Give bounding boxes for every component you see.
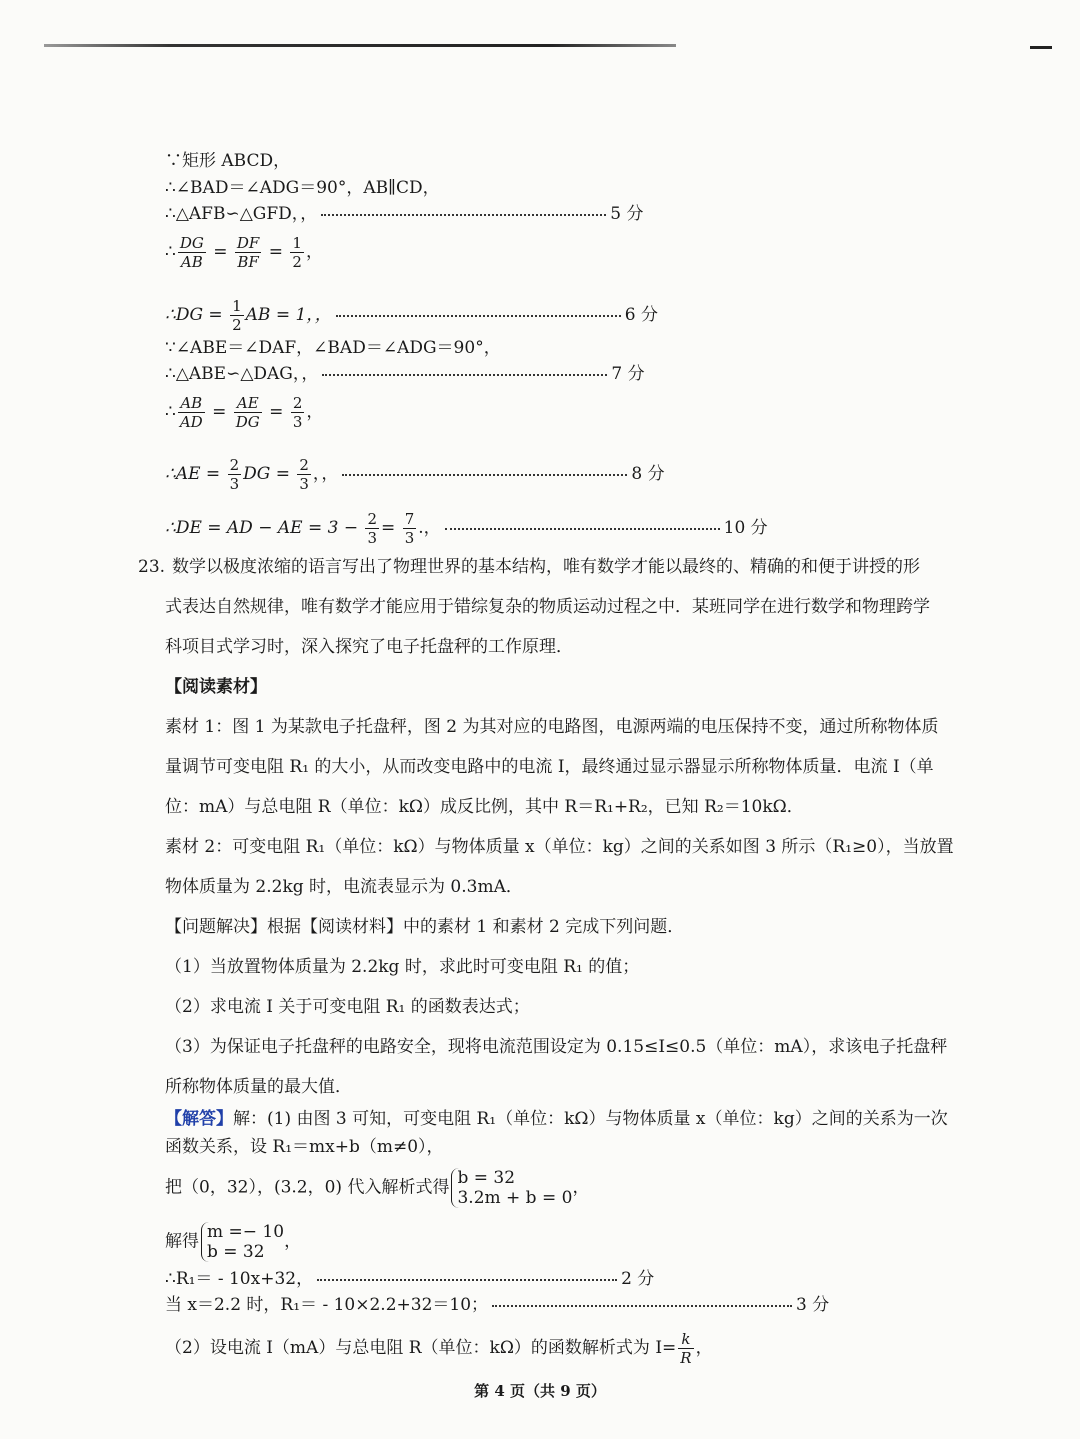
proof-line-4: ∴ $\frac{DG}{AB}$ = $\frac{DF}{BF}$ = $\frac{1}{2}$ ， — [165, 234, 323, 271]
numerator: 1 — [292, 234, 302, 252]
equation-system — [451, 1168, 572, 1208]
score-8: 8 分 — [631, 464, 665, 484]
answer-line-5-text: ∴R₁＝ - 10x+32， — [165, 1269, 314, 1289]
denominator: AD — [179, 413, 203, 431]
material-1-line: 量调节可变电阻 R₁ 的大小，从而改变电路中的电流 I，最终通过显示器显示所称物体质量．电流 I（单 — [165, 757, 934, 777]
proof-line-9 — [165, 456, 665, 493]
material-1-line: 素材 1：图 1 为某款电子托盘秤，图 2 为其对应的电路图，电源两端的电压保持不变，通过所称物体质 — [165, 717, 939, 737]
equals-sign: = — [381, 518, 396, 538]
answer-line-2: 函数关系，设 R₁＝mx+b（m≠0）， — [165, 1137, 444, 1157]
fraction — [678, 1330, 693, 1367]
proof-line-7 — [165, 363, 645, 385]
proof-line-5-suffix: AB = 1，， — [245, 305, 332, 325]
sub-question-2: （2）求电流 I 关于可变电阻 R₁ 的函数表达式； — [165, 997, 530, 1017]
numerator: k — [678, 1330, 693, 1349]
fraction — [234, 394, 262, 431]
denominator: 3 — [299, 475, 309, 493]
fraction — [235, 234, 261, 271]
fraction — [365, 510, 379, 547]
question-number: 23. — [138, 557, 166, 577]
answer-line-3 — [165, 1168, 589, 1208]
leader-dots — [336, 315, 621, 317]
sub-question-1: （1）当放置物体质量为 2.2kg 时，求此时可变电阻 R₁ 的值； — [165, 957, 640, 977]
answer-tag: 【解答】 — [165, 1109, 233, 1129]
proof-line-10-prefix: ∴DE = AD − AE = 3 − — [165, 518, 359, 538]
proof-line-4-prefix: ∴ — [165, 242, 176, 262]
fraction — [230, 297, 244, 334]
denominator: 2 — [292, 253, 302, 271]
fraction — [403, 510, 417, 547]
denominator: 3 — [292, 413, 303, 431]
header-rule — [44, 44, 676, 47]
proof-line-9-prefix: ∴AE = — [165, 464, 221, 484]
proof-line-1: ∵矩形 ABCD， — [165, 151, 291, 171]
fraction — [297, 456, 311, 493]
denominator: 3 — [367, 529, 378, 547]
answer-line-6-text: 当 x＝2.2 时，R₁＝ - 10×2.2+32＝10； — [165, 1295, 489, 1315]
numerator: 7 — [404, 510, 415, 528]
score-6: 6 分 — [624, 305, 659, 325]
denominator: 3 — [404, 529, 415, 547]
numerator: AB — [178, 394, 205, 413]
page-footer: 第 4 页（共 9 页） — [474, 1382, 606, 1400]
leader-dots — [321, 214, 606, 216]
proof-line-5 — [165, 297, 658, 334]
answer-line-4-suffix: ， — [284, 1231, 302, 1252]
numerator: 2 — [229, 456, 240, 474]
equation-system — [201, 1222, 284, 1262]
denominator: AB — [180, 253, 203, 271]
question-23-body — [165, 587, 975, 1107]
score-5: 5 分 — [610, 204, 644, 224]
proof-line-8: ∴ $\frac{AB}{AD}$ = $\frac{AE}{DG}$ = $\frac{2}{3}$ ， — [165, 394, 324, 431]
fraction — [291, 394, 305, 431]
denominator: 3 — [229, 475, 240, 493]
sub-question-3: （3）为保证电子托盘秤的电路安全，现将电流范围设定为 0.15≤I≤0.5（单位：mA），求该电子托盘秤 — [165, 1037, 948, 1057]
question-23-intro — [172, 547, 972, 587]
header-mark — [1030, 46, 1052, 49]
numerator: 1 — [232, 297, 242, 315]
answer-line-5 — [165, 1268, 654, 1290]
numerator: AE — [234, 394, 262, 413]
material-2-line: 素材 2：可变电阻 R₁（单位：kΩ）与物体质量 x（单位：kg）之间的关系如图 3 所示（R₁≥0），当放置 — [165, 837, 954, 857]
equation: b = 32 — [207, 1242, 265, 1262]
intro-line: 科项目式学习时，深入探究了电子托盘秤的工作原理． — [165, 637, 573, 657]
material-2-line: 物体质量为 2.2kg 时，电流表显示为 0.3mA． — [165, 877, 523, 897]
answer-line-4 — [165, 1222, 301, 1262]
leader-dots — [445, 528, 720, 530]
fraction — [178, 394, 205, 431]
proof-line-10-suffix: .， — [418, 518, 441, 538]
numerator: 2 — [299, 456, 309, 474]
denominator: 2 — [232, 316, 242, 334]
fraction — [178, 234, 206, 271]
numerator: 2 — [292, 394, 303, 412]
sub-question-3-cont: 所称物体质量的最大值． — [165, 1077, 352, 1097]
numerator: DG — [179, 234, 204, 252]
answer-line-7-suffix: ， — [695, 1338, 713, 1358]
proof-line-9-mid: DG = — [243, 464, 290, 484]
equation: m =− 10 — [207, 1222, 285, 1242]
intro-line: 数学以极度浓缩的语言写出了物理世界的基本结构，唯有数学才能以最终的、精确的和便于讲授的形 — [172, 557, 920, 577]
denominator: BF — [237, 253, 259, 271]
score-3: 3 分 — [796, 1295, 830, 1315]
fraction — [290, 234, 304, 271]
numerator: 2 — [367, 510, 378, 528]
proof-line-3 — [165, 203, 644, 225]
section-heading-reading: 【阅读素材】 — [165, 677, 267, 697]
proof-line-3-text: ∴△AFB∽△GFD，， — [165, 204, 318, 224]
answer-line-4-prefix: 解得 — [165, 1231, 199, 1252]
leader-dots — [322, 374, 607, 376]
intro-line: 式表达自然规律，唯有数学才能应用于错综复杂的物质运动过程之中．某班同学在进行数学和物理跨学 — [165, 597, 930, 617]
answer-line-1 — [165, 1108, 948, 1130]
proof-line-5-prefix: ∴DG = — [165, 305, 223, 325]
proof-line-7-text: ∴△ABE∽△DAG，， — [165, 364, 319, 384]
section-heading-solve: 【问题解决】根据【阅读材料】中的素材 1 和素材 2 完成下列问题． — [165, 917, 685, 937]
material-1-line: 位：mA）与总电阻 R（单位：kΩ）成反比例，其中 R＝R₁+R₂，已知 R₂＝10kΩ． — [165, 797, 804, 817]
leader-dots — [342, 474, 627, 476]
proof-line-6: ∵∠ABE＝∠DAF，∠BAD＝∠ADG＝90°， — [165, 338, 501, 358]
equation: b = 32 — [457, 1168, 516, 1188]
score-7: 7 分 — [611, 364, 645, 384]
answer-text: 解：(1) 由图 3 可知，可变电阻 R₁（单位：kΩ）与物体质量 x（单位：kg）之间的关系为一次 — [233, 1109, 948, 1129]
answer-line-6 — [165, 1294, 829, 1316]
fraction — [228, 456, 242, 493]
answer-line-3-prefix: 把（0，32），(3.2，0) 代入解析式得 — [165, 1177, 450, 1198]
score-2: 2 分 — [621, 1269, 655, 1289]
leader-dots — [317, 1279, 617, 1281]
proof-line-8-prefix: ∴ — [165, 402, 176, 422]
leader-dots — [492, 1305, 792, 1307]
score-10: 10 分 — [723, 518, 768, 538]
equation: 3.2m + b = 0 — [457, 1188, 573, 1208]
answer-line-7 — [165, 1330, 713, 1367]
answer-line-3-suffix: ， — [572, 1177, 590, 1198]
denominator: DG — [235, 413, 260, 431]
numerator: DF — [236, 234, 260, 252]
denominator: R — [680, 1349, 692, 1367]
proof-line-9-suffix: ，， — [312, 464, 339, 484]
proof-line-10 — [165, 510, 768, 547]
answer-line-7-prefix: （2）设电流 I（mA）与总电阻 R（单位：kΩ）的函数解析式为 I= — [165, 1338, 677, 1358]
proof-line-2: ∴∠BAD＝∠ADG＝90°，AB∥CD， — [165, 178, 440, 198]
